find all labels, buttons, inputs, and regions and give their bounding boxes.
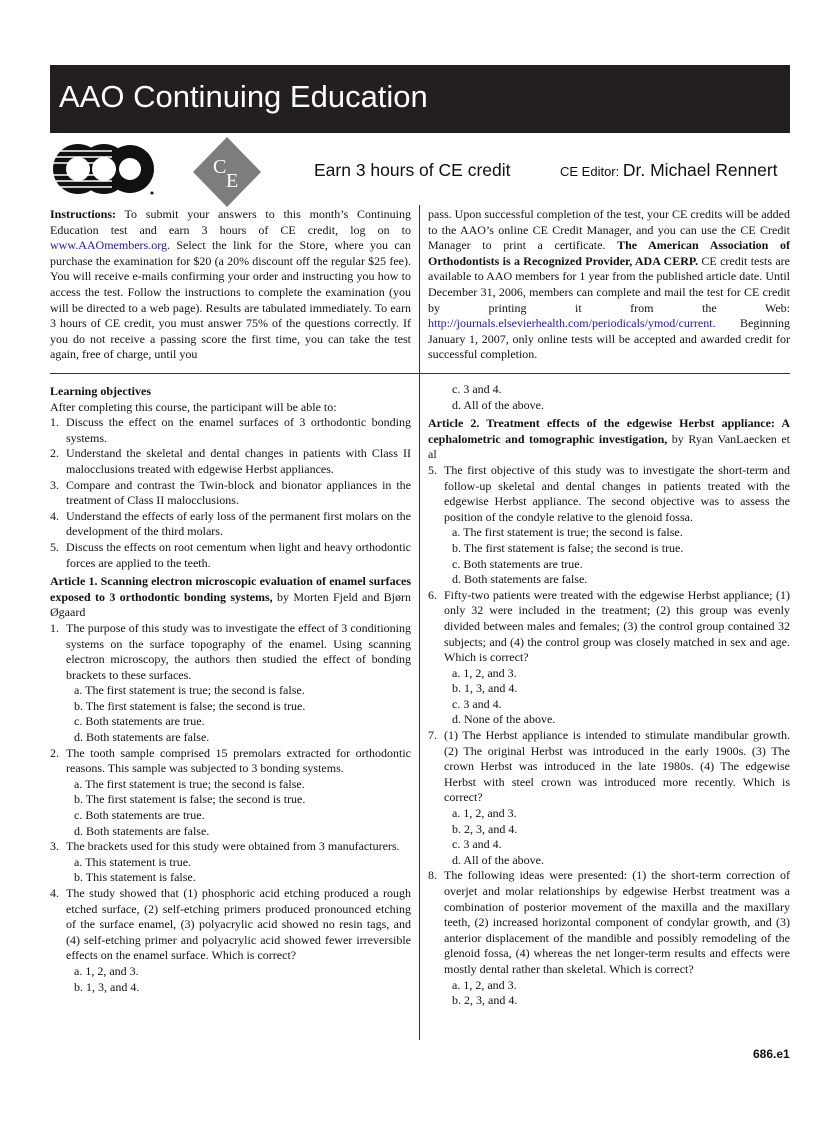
question-number: 5. <box>428 462 437 477</box>
answer-option: b. 2, 3, and 4. <box>452 821 518 836</box>
answer-option: c. Both statements are true. <box>74 808 205 823</box>
question <box>428 728 790 806</box>
question <box>50 839 411 855</box>
objective-text: Discuss the effects on root cementum when light and heavy orthodontic forces are applied to the teeth. <box>66 539 411 570</box>
article-heading <box>428 416 790 463</box>
answer-option: c. 3 and 4. <box>452 837 502 852</box>
objective-item <box>50 509 411 540</box>
question <box>50 886 411 964</box>
answer-option: d. All of the above. <box>452 852 544 867</box>
question <box>428 588 790 666</box>
answer-option: b. The first statement is false; the second is true. <box>74 792 306 807</box>
provider-statement: The American Association of Orthodontists is a Recognized Provider, ADA CERP. <box>428 238 790 268</box>
question-number: 6. <box>428 587 437 602</box>
section-divider <box>50 373 790 374</box>
answer-option: c. Both statements are true. <box>74 714 205 729</box>
question-number: 1. <box>50 620 59 635</box>
answer-option: d. None of the above. <box>452 712 556 727</box>
editor-name: Dr. Michael Rennert <box>622 160 778 180</box>
question-number: 7. <box>428 728 437 743</box>
objective-text: Discuss the effect on the enamel surfaces of 3 orthodontic bonding systems. <box>66 415 411 445</box>
ce-credit-heading: Earn 3 hours of CE credit <box>314 160 511 180</box>
answer-option: a. This statement is true. <box>74 854 192 869</box>
answer-option: c. 3 and 4. <box>452 696 502 711</box>
header-banner <box>50 65 790 133</box>
question-text: Fifty-two patients were treated with the edgewise Herbst appliance; (1) only 32 were included in the treatment; (2) this group was evenly divided between males and females; (3) the control group contained 32 subjects; and (4) the control group was closely matched in sex and age. Which is correct? <box>444 587 790 665</box>
svg-text:C: C <box>213 156 227 178</box>
answer-option: d. Both statements are false. <box>74 823 210 838</box>
right-column <box>428 382 790 1009</box>
instructions-text: . Select the link for the Store, where you can purchase the examination for $20 (a 20% discount off the regular $25 fee). You will receive e-mails confirming your order and instructing you how to access the test. Follow the instructions to complete the examination (you will be directed to a web page). Results are tabulated immediately. To earn 3 hours of CE credit, you must answer 75% of the questions correctly. If you do not receive a passing score the first time, you can take the test again, free of charge, until you <box>50 238 411 362</box>
answer-option: a. 1, 2, and 3. <box>452 977 517 992</box>
question-text: The tooth sample comprised 15 premolars extracted for orthodontic reasons. This sample was subjected to 3 bonding systems. <box>66 745 411 776</box>
ce-logo-icon <box>193 137 261 207</box>
answer-option: b. The first statement is false; the second is true. <box>452 540 684 555</box>
answer-option: a. 1, 2, and 3. <box>452 665 517 680</box>
question-text: (1) The Herbst appliance is intended to stimulate mandibular growth. (2) The original Herbst was introduced in the early 1900s. (3) The crown Herbst was introduced in the late 1980s. (4) The edgewise Herbst with steel crown was introduced more recently. Which is correct? <box>444 728 790 805</box>
answer-option: c. 3 and 4. <box>452 382 502 396</box>
instructions-text: pass. Upon successful completion of the test, your CE credits will be added to the AAO’s online CE Credit Manager, and you can use the CE Credit Manager to print a certificate. <box>428 207 790 253</box>
answer-option: b. 1, 3, and 4. <box>452 681 518 696</box>
instructions-label: Instructions: <box>50 207 117 221</box>
answer-option: b. The first statement is false; the second is true. <box>74 698 306 713</box>
objectives-list <box>50 415 411 571</box>
page-number: 686.e1 <box>753 1047 790 1061</box>
article-title: Article 1. Scanning electron microscopic evaluation of enamel surfaces exposed to 3 orthodontic bonding systems, <box>50 574 411 604</box>
answer-option: b. This statement is false. <box>74 870 196 885</box>
question <box>50 746 411 777</box>
left-questions <box>50 574 411 995</box>
svg-text:E: E <box>226 170 239 192</box>
question-text: The brackets used for this study were obtained from 3 manufacturers. <box>66 839 400 854</box>
instructions-text: CE credit tests are available to AAO members for 1 year from the published article date. Until December 31, 2006, members can complete and mail the test for CE credit by printing it from the Web: <box>428 253 790 315</box>
question-number: 3. <box>50 839 59 854</box>
instructions-text: To submit your answers to this month’s Continuing Education test and earn 3 hours of CE credit, log on to <box>50 207 411 237</box>
objective-item <box>50 478 411 509</box>
answer-option: d. Both statements are false. <box>74 730 210 745</box>
article-authors: by Morten Fjeld and Bjørn Øgaard <box>50 589 411 620</box>
objective-text: Understand the skeletal and dental changes in patients with Class II malocclusions treated with edgewise Herbst appliances. <box>66 446 411 476</box>
objective-number: 5. <box>50 539 59 554</box>
answer-option: a. 1, 2, and 3. <box>74 963 139 978</box>
column-divider <box>419 205 420 1040</box>
question <box>50 621 411 683</box>
left-column <box>50 382 411 995</box>
answer-option: d. Both statements are false. <box>452 572 588 587</box>
answer-option: d. All of the above. <box>452 397 544 412</box>
question-text: The following ideas were presented: (1) the short-term correction of overjet and molar relationships by edgewise Herbst treatment was a combination of posterior movement of the maxilla and the maxillary teeth, (2) increased horizontal component of condylar growth, and (3) anterior displacement of the mandible and possibly remodeling of the glenoid fossa, (4) whereas the net longer-term results and effects were mostly dental rather than skeletal. Which is correct? <box>444 868 790 976</box>
answer-option: c. Both statements are true. <box>452 556 583 571</box>
instructions-left <box>50 207 411 363</box>
instructions-text: . Beginning January 1, 2007, only online tests will be accepted and awarded credit for successful completion. <box>428 316 790 362</box>
article-title: Article 2. Treatment effects of the edgewise Herbst appliance: A cephalometric and tomographic investigation, <box>428 416 790 446</box>
instructions-right <box>428 207 790 363</box>
aao-members-link[interactable]: www.AAOmembers.org <box>50 238 167 253</box>
question <box>428 868 790 977</box>
question-number: 8. <box>428 868 437 883</box>
objective-text: Compare and contrast the Twin-block and bionator appliances in the treatment of Class II malocclusions. <box>66 477 411 508</box>
page-title: AAO Continuing Education <box>59 79 428 114</box>
objective-number: 4. <box>50 508 59 523</box>
objective-item <box>50 415 411 446</box>
objectives-heading: Learning objectives <box>50 384 151 398</box>
answer-option: b. 1, 3, and 4. <box>74 979 140 994</box>
ce-editor <box>560 160 778 181</box>
objective-number: 2. <box>50 446 59 461</box>
objective-item <box>50 540 411 571</box>
question-number: 2. <box>50 745 59 760</box>
objectives-intro: After completing this course, the participant will be able to: <box>50 399 337 414</box>
right-questions <box>428 382 790 1009</box>
answer-option: a. The first statement is true; the second is false. <box>74 683 305 698</box>
question-text: The study showed that (1) phosphoric acid etching produced a rough etched surface, (2) self-etching primers produced pronounced etching of the surface enamel, (3) polyacrylic acid showed no resin tags, and (4) self-etching primer and polyacrylic acid showed fewer irreversible effects on the enamel surface. Which is correct? <box>66 886 411 963</box>
objective-number: 1. <box>50 415 59 430</box>
article-heading <box>50 574 411 621</box>
answer-option: a. 1, 2, and 3. <box>452 806 517 821</box>
editor-label: CE Editor: <box>560 164 620 179</box>
answer-option: b. 2, 3, and 4. <box>452 993 518 1008</box>
aao-logo-icon <box>52 143 156 195</box>
question-text: The first objective of this study was to investigate the short-term and follow-up skeletal and dental changes in patients treated with the edgewise Herbst appliance. The second objective was to assess the position of the condyle relative to the glenoid fossa. <box>444 462 790 524</box>
objective-number: 3. <box>50 477 59 492</box>
answer-option: a. The first statement is true; the second is false. <box>452 525 683 540</box>
question <box>428 463 790 525</box>
objective-item <box>50 446 411 477</box>
journal-link[interactable]: http://journals.elsevierhealth.com/periodicals/ymod/current <box>428 316 713 331</box>
question-text: The purpose of this study was to investigate the effect of 3 conditioning systems on the surface topography of the enamel. Using scanning electron microscopy, the authors then studied the effect of bonding brackets to these surfaces. <box>66 620 411 682</box>
answer-option: a. The first statement is true; the second is false. <box>74 776 305 791</box>
question-number: 4. <box>50 886 59 900</box>
article-authors: by Ryan VanLaecken et al <box>428 431 790 462</box>
objective-text: Understand the effects of early loss of the permanent first molars on the development of the third molars. <box>66 508 411 539</box>
